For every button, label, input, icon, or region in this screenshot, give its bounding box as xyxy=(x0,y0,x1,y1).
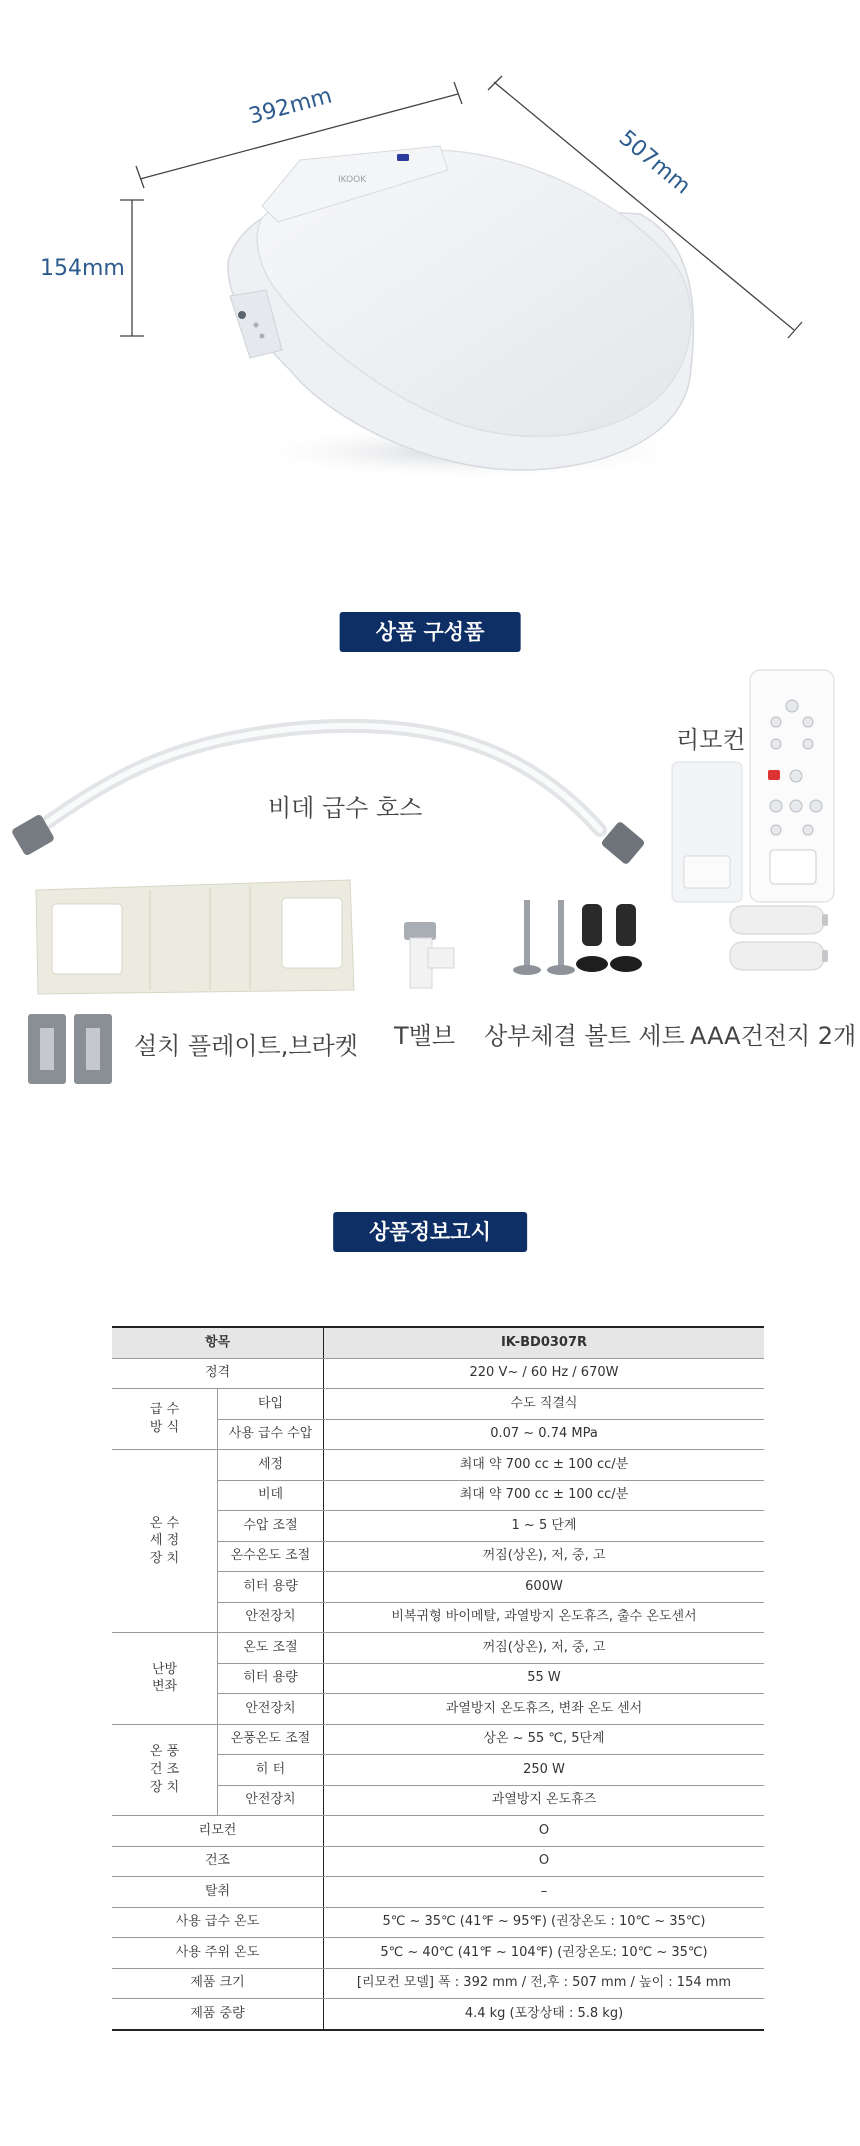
group-label-warm-wash: 온 수 세 정 장 치 xyxy=(112,1450,218,1633)
row-value: 250 W xyxy=(324,1755,765,1786)
row-value: 꺼짐(상온), 저, 중, 고 xyxy=(324,1541,765,1572)
row-value: 55 W xyxy=(324,1663,765,1694)
table-row xyxy=(112,1968,764,1999)
row-label: 온풍온도 조절 xyxy=(218,1724,324,1755)
row-label: 사용 주위 온도 xyxy=(112,1938,324,1969)
row-label: 온수온도 조절 xyxy=(218,1541,324,1572)
row-label: 건조 xyxy=(112,1846,324,1877)
row-label: 안전장치 xyxy=(218,1694,324,1725)
table-row xyxy=(112,1938,764,1969)
row-value: – xyxy=(324,1877,765,1908)
row-label: 히터 용량 xyxy=(218,1572,324,1603)
row-label: 제품 크기 xyxy=(112,1968,324,1999)
row-label: 세정 xyxy=(218,1450,324,1481)
header-item-cell: 항목 xyxy=(112,1327,324,1358)
row-value: 꺼짐(상온), 저, 중, 고 xyxy=(324,1633,765,1664)
row-value: 과열방지 온도휴즈 xyxy=(324,1785,765,1816)
row-value: 수도 직결식 xyxy=(324,1389,765,1420)
row-label: 정격 xyxy=(112,1358,324,1389)
row-label: 비데 xyxy=(218,1480,324,1511)
row-label: 사용 급수 온도 xyxy=(112,1907,324,1938)
row-label: 히 터 xyxy=(218,1755,324,1786)
aaa-battery-icon xyxy=(730,906,828,970)
installation-plate-label: 설치 플레이트,브라켓 xyxy=(134,1032,358,1060)
row-label: 제품 중량 xyxy=(112,1999,324,2030)
row-value: 4.4 kg (포장상태 : 5.8 kg) xyxy=(324,1999,765,2030)
table-row xyxy=(112,1846,764,1877)
table-row xyxy=(112,1877,764,1908)
row-value: 최대 약 700 cc ± 100 cc/분 xyxy=(324,1450,765,1481)
row-value: 5℃ ~ 35℃ (41℉ ~ 95℉) (권장온도 : 10℃ ~ 35℃) xyxy=(324,1907,765,1938)
group-label-water: 급 수 방 식 xyxy=(112,1389,218,1450)
row-value: 과열방지 온도휴즈, 변좌 온도 센서 xyxy=(324,1694,765,1725)
row-label: 타입 xyxy=(218,1389,324,1420)
remote-control-icon xyxy=(750,670,834,902)
row-value: 최대 약 700 cc ± 100 cc/분 xyxy=(324,1480,765,1511)
product-info-section-title: 상품정보고시 xyxy=(333,1212,527,1252)
group-label-dryer: 온 풍 건 조 장 치 xyxy=(112,1724,218,1816)
row-value: O xyxy=(324,1816,765,1847)
row-value: 0.07 ~ 0.74 MPa xyxy=(324,1419,765,1450)
row-value: 상온 ~ 55 ℃, 5단계 xyxy=(324,1724,765,1755)
row-value: [리모컨 모델] 폭 : 392 mm / 전,후 : 507 mm / 높이 : 154 mm xyxy=(324,1968,765,1999)
remote-holder-icon xyxy=(672,762,742,902)
table-row xyxy=(112,1633,764,1664)
width-dimension-label: 392mm xyxy=(246,83,335,130)
water-hose-label: 비데 급수 호스 xyxy=(268,794,423,822)
bracket-icon xyxy=(28,1014,112,1084)
bidet-seat-illustration xyxy=(0,0,860,520)
table-row xyxy=(112,1816,764,1847)
t-valve-label: T밸브 xyxy=(394,1022,456,1050)
row-value: 220 V~ / 60 Hz / 670W xyxy=(324,1358,765,1389)
table-row xyxy=(112,1907,764,1938)
table-row xyxy=(112,1389,764,1420)
batteries-label: AAA건전지 2개 xyxy=(690,1022,857,1050)
row-label: 안전장치 xyxy=(218,1602,324,1633)
remote-label: 리모컨 xyxy=(676,726,746,754)
bolt-set-label: 상부체결 볼트 세트 xyxy=(484,1022,685,1050)
height-dimension-label: 154mm xyxy=(40,256,125,281)
row-value: O xyxy=(324,1846,765,1877)
row-label: 안전장치 xyxy=(218,1785,324,1816)
row-label: 탈취 xyxy=(112,1877,324,1908)
table-row xyxy=(112,1724,764,1755)
product-info-table xyxy=(112,1326,764,2031)
table-row xyxy=(112,1999,764,2030)
installation-plate-icon xyxy=(36,880,354,994)
row-label: 수압 조절 xyxy=(218,1511,324,1542)
row-label: 히터 용량 xyxy=(218,1663,324,1694)
table-header-row xyxy=(112,1327,764,1358)
header-model-cell: IK-BD0307R xyxy=(324,1327,765,1358)
depth-dimension-label: 507mm xyxy=(613,125,695,200)
components-section-title: 상품 구성품 xyxy=(340,612,521,652)
row-label: 사용 급수 수압 xyxy=(218,1419,324,1450)
row-value: 600W xyxy=(324,1572,765,1603)
table-row xyxy=(112,1450,764,1481)
seat-brand-mark: IKOOK xyxy=(338,175,367,185)
group-label-heated-seat: 난방 변좌 xyxy=(112,1633,218,1725)
table-row xyxy=(112,1358,764,1389)
row-label: 온도 조절 xyxy=(218,1633,324,1664)
t-valve-icon xyxy=(404,922,454,988)
row-value: 5℃ ~ 40℃ (41℉ ~ 104℉) (권장온도: 10℃ ~ 35℃) xyxy=(324,1938,765,1969)
row-value: 비복귀형 바이메탈, 과열방지 온도휴즈, 출수 온도센서 xyxy=(324,1602,765,1633)
row-label: 리모컨 xyxy=(112,1816,324,1847)
row-value: 1 ~ 5 단계 xyxy=(324,1511,765,1542)
bolt-set-icon xyxy=(513,900,642,975)
